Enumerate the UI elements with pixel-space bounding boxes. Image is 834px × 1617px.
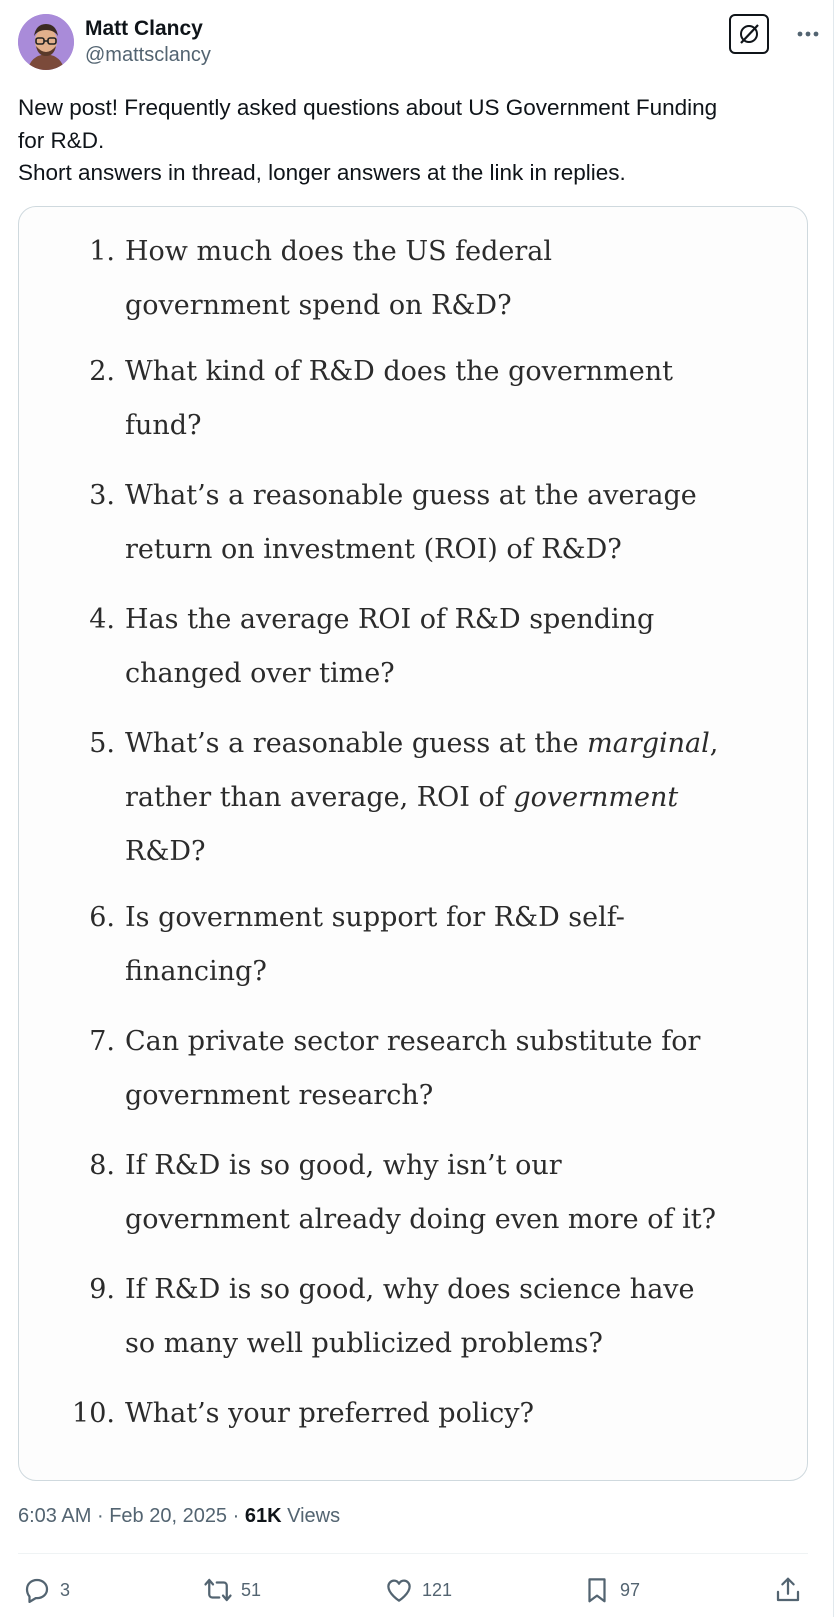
faq-question-line: financing? — [125, 956, 267, 987]
action-bar — [18, 1568, 808, 1612]
faq-question-line: government research? — [125, 1080, 434, 1111]
faq-question — [125, 1263, 795, 1371]
faq-number: 6. — [89, 902, 115, 933]
tweet-time[interactable]: 6:03 AM — [18, 1505, 92, 1527]
more-icon — [797, 31, 819, 37]
author-names — [85, 16, 211, 68]
faq-question — [125, 1015, 795, 1123]
actions-divider — [18, 1553, 808, 1554]
reply-icon — [22, 1575, 52, 1605]
faq-number: 1. — [89, 236, 115, 267]
faq-question-line: government already doing even more of it? — [125, 1204, 717, 1235]
repost-icon — [203, 1575, 233, 1605]
faq-number: 7. — [89, 1026, 115, 1057]
faq-question — [125, 593, 795, 701]
faq-question-line: If R&D is so good, why isn’t our — [125, 1150, 562, 1181]
tweet-text — [18, 92, 808, 190]
faq-question — [125, 469, 795, 577]
faq-number: 8. — [89, 1150, 115, 1181]
faq-question-line: changed over time? — [125, 658, 395, 689]
faq-number: 3. — [89, 480, 115, 511]
tweet-text-line: New post! Frequently asked questions about US Government Funding — [18, 95, 718, 120]
faq-question-line: What kind of R&D does the government — [125, 356, 673, 387]
faq-question-line: Can private sector research substitute for — [125, 1026, 701, 1057]
faq-question-line: Has the average ROI of R&D spending — [125, 604, 655, 635]
repost-count: 51 — [241, 1579, 262, 1600]
faq-number: 5. — [89, 728, 115, 759]
reply-button[interactable] — [22, 1568, 70, 1612]
share-icon — [773, 1575, 803, 1605]
avatar-illustration — [18, 14, 74, 70]
faq-question — [125, 717, 795, 879]
faq-question — [125, 891, 795, 999]
grok-icon — [736, 21, 762, 47]
tweet-date[interactable]: Feb 20, 2025 — [109, 1505, 228, 1527]
faq-question — [125, 1387, 795, 1441]
faq-question-line: Is government support for R&D self- — [125, 902, 625, 933]
faq-number: 9. — [89, 1274, 115, 1305]
faq-question-line: If R&D is so good, why does science have — [125, 1274, 695, 1305]
reply-count: 3 — [60, 1579, 71, 1600]
faq-question-line: return on investment (ROI) of R&D? — [125, 534, 622, 565]
faq-number: 4. — [89, 604, 115, 635]
faq-question-line: What’s a reasonable guess at the average — [125, 480, 697, 511]
faq-question-line: fund? — [125, 410, 202, 441]
tweet-text-line: for R&D. — [18, 127, 105, 153]
faq-emphasis: government — [513, 782, 679, 813]
bookmark-icon — [582, 1575, 612, 1605]
tweet-meta — [18, 1503, 340, 1529]
faq-text: What’s a reasonable guess at the — [125, 728, 588, 759]
faq-question-line: How much does the US federal — [125, 236, 553, 267]
faq-emphasis: marginal — [587, 728, 710, 759]
grok-button[interactable] — [729, 14, 769, 54]
like-icon — [384, 1575, 414, 1605]
faq-question-line — [125, 771, 795, 825]
faq-question — [125, 225, 795, 333]
tweet-text-line: Short answers in thread, longer answers at the link in replies. — [18, 160, 626, 185]
handle[interactable]: @mattsclancy — [85, 44, 211, 66]
attached-image[interactable] — [18, 206, 808, 1481]
tweet-header — [18, 14, 816, 70]
more-button[interactable] — [791, 22, 825, 46]
share-button[interactable] — [773, 1568, 803, 1612]
avatar[interactable] — [18, 14, 74, 70]
views-count: 61K — [244, 1505, 282, 1527]
like-count: 121 — [422, 1579, 453, 1600]
bookmark-count: 97 — [620, 1579, 641, 1600]
faq-question-line: R&D? — [125, 836, 206, 867]
faq-number: 10. — [72, 1398, 115, 1429]
meta-separator: · — [232, 1505, 240, 1527]
repost-button[interactable] — [203, 1568, 261, 1612]
faq-question-line — [125, 717, 795, 771]
meta-separator: · — [96, 1505, 104, 1527]
display-name[interactable]: Matt Clancy — [85, 17, 203, 40]
views-label: Views — [287, 1505, 341, 1527]
faq-question-line: government spend on R&D? — [125, 290, 512, 321]
bookmark-button[interactable] — [582, 1568, 640, 1612]
faq-number: 2. — [89, 356, 115, 387]
faq-text: , — [709, 728, 719, 759]
faq-text: rather than average, ROI of — [125, 782, 514, 813]
faq-question — [125, 345, 795, 453]
faq-question-line: What’s your preferred policy? — [125, 1398, 534, 1429]
faq-question-line: so many well publicized problems? — [125, 1328, 603, 1359]
faq-question — [125, 1139, 795, 1247]
like-button[interactable] — [384, 1568, 452, 1612]
